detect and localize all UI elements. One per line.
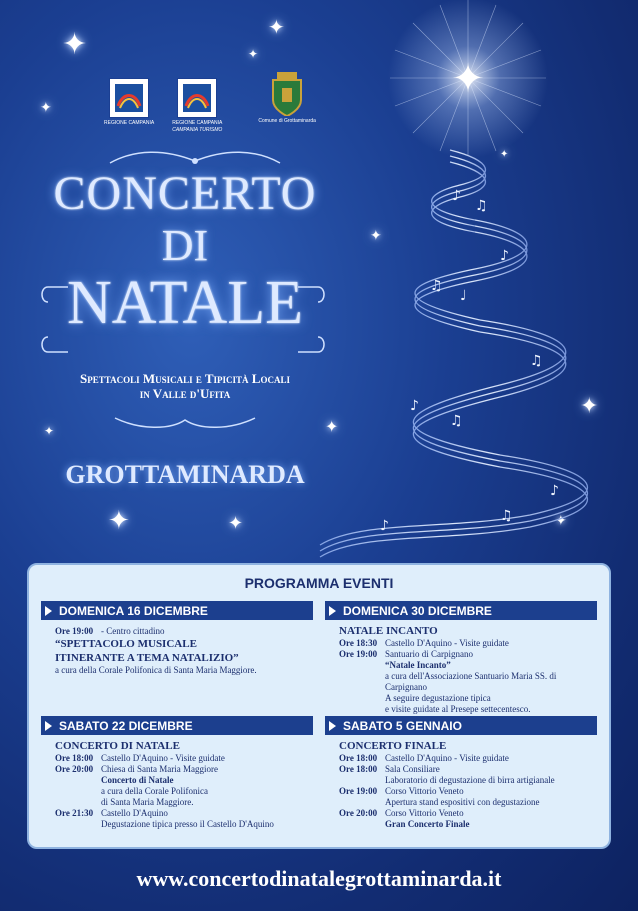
svg-text:♪: ♪ bbox=[550, 483, 559, 499]
star-icon: ✦ bbox=[62, 28, 88, 61]
event-day-3 bbox=[41, 716, 313, 830]
svg-text:♫: ♫ bbox=[500, 508, 513, 524]
event-time: Ore 19:00 bbox=[55, 626, 94, 636]
event-note: e visite guidate al Presepe settecentesco. bbox=[385, 704, 531, 714]
event-place: - Centro cittadino bbox=[101, 626, 165, 636]
star-icon: ✦ bbox=[500, 149, 509, 160]
event-title: CONCERTO FINALE bbox=[339, 740, 447, 752]
program-title: PROGRAMMA EVENTI bbox=[244, 575, 394, 591]
event-place: Corso Vittorio Veneto bbox=[385, 808, 464, 818]
event-place: Castello D'Aquino - Visite guidate bbox=[101, 753, 225, 763]
title-line1: CONCERTO bbox=[53, 167, 317, 220]
event-day-2 bbox=[325, 601, 597, 715]
event-title: “SPETTACOLO MUSICALE bbox=[55, 638, 197, 650]
star-icon: ✦ bbox=[108, 506, 130, 535]
event-place: Castello D'Aquino bbox=[101, 808, 168, 818]
svg-text:♪: ♪ bbox=[452, 188, 461, 204]
event-title: CONCERTO DI NATALE bbox=[55, 740, 180, 752]
event-place: Santuario di Carpignano bbox=[385, 649, 473, 659]
event-note: a cura della Corale Polifonica di Santa Maria Maggiore. bbox=[55, 665, 257, 675]
event-subtitle: “Natale Incanto” bbox=[385, 660, 451, 670]
star-icon: ✦ bbox=[555, 514, 567, 529]
event-note: di Santa Maria Maggiore. bbox=[101, 797, 194, 807]
comune-grottaminarda-crest bbox=[258, 72, 316, 124]
star-icon: ✦ bbox=[248, 47, 259, 61]
campania-turismo-logo bbox=[172, 78, 222, 133]
svg-text:♫: ♫ bbox=[430, 278, 443, 294]
star-icon: ✦ bbox=[370, 229, 382, 244]
svg-text:♫: ♫ bbox=[450, 413, 463, 429]
event-time: Ore 18:00 bbox=[339, 764, 378, 774]
website-link[interactable]: www.concertodinatalegrottaminarda.it bbox=[136, 866, 502, 891]
logo-caption: REGIONE CAMPANIA bbox=[172, 120, 223, 126]
event-place: Chiesa di Santa Maria Maggiore bbox=[101, 764, 218, 774]
svg-text:♪: ♪ bbox=[380, 518, 389, 534]
day-header: DOMENICA 16 DICEMBRE bbox=[41, 601, 313, 620]
ornament-frame bbox=[38, 282, 328, 357]
day-header: SABATO 5 GENNAIO bbox=[325, 716, 597, 735]
event-note: a cura della Corale Polifonica bbox=[101, 786, 208, 796]
sponsor-logos bbox=[104, 78, 316, 133]
day-header: DOMENICA 30 DICEMBRE bbox=[325, 601, 597, 620]
event-time: Ore 19:00 bbox=[339, 649, 378, 659]
title-line3: NATALE bbox=[66, 269, 304, 337]
star-icon: ✦ bbox=[44, 424, 55, 438]
star-icon: ✦ bbox=[268, 17, 285, 39]
event-place: Corso Vittorio Veneto bbox=[385, 786, 464, 796]
star-icon: ✦ bbox=[228, 513, 244, 533]
music-tree-illustration bbox=[300, 0, 638, 560]
event-day-1 bbox=[41, 601, 313, 676]
logo-caption: Comune di Grottaminarda bbox=[258, 118, 316, 124]
svg-text:✦: ✦ bbox=[451, 56, 485, 102]
event-day-4 bbox=[325, 716, 597, 830]
event-title: NATALE INCANTO bbox=[339, 625, 438, 637]
svg-text:♩: ♩ bbox=[460, 288, 467, 304]
star-icon: ✦ bbox=[325, 419, 339, 436]
logo-subcaption: CAMPANIA TURISMO bbox=[172, 127, 223, 133]
svg-text:♫: ♫ bbox=[475, 198, 488, 214]
event-place: Sala Consiliare bbox=[385, 764, 440, 774]
event-note: Apertura stand espositivi con degustazione bbox=[385, 797, 540, 807]
subtitle-line1: Spettacoli Musicali e Tipicità Locali bbox=[80, 371, 290, 386]
title-line2: DI bbox=[161, 221, 209, 270]
svg-text:♪: ♪ bbox=[410, 398, 419, 414]
event-place: Castello D'Aquino - Visite guidate bbox=[385, 638, 509, 648]
logo-caption: REGIONE CAMPANIA bbox=[104, 120, 155, 126]
program-panel bbox=[27, 563, 611, 849]
day-header: SABATO 22 DICEMBRE bbox=[41, 716, 313, 735]
event-time: Ore 19:00 bbox=[339, 786, 378, 796]
star-icon: ✦ bbox=[40, 101, 52, 116]
event-note: a cura dell'Associazione Santuario Maria SS. di Carpignano bbox=[385, 671, 557, 692]
event-time: Ore 18:30 bbox=[339, 638, 378, 648]
city-name: GROTTAMINARDA bbox=[65, 460, 305, 489]
event-time: Ore 18:00 bbox=[55, 753, 94, 763]
event-title: ITINERANTE A TEMA NATALIZIO” bbox=[55, 652, 239, 664]
event-time: Ore 20:00 bbox=[339, 808, 378, 818]
event-place: Castello D'Aquino - Visite guidate bbox=[385, 753, 509, 763]
event-note: A seguire degustazione tipica bbox=[385, 693, 491, 703]
event-note: Laboratorio di degustazione di birra artigianale bbox=[385, 775, 555, 785]
event-time: Ore 20:00 bbox=[55, 764, 94, 774]
event-subtitle: Concerto di Natale bbox=[101, 775, 174, 785]
svg-text:♪: ♪ bbox=[500, 248, 509, 264]
subtitle-line2: in Valle d'Ufita bbox=[139, 385, 231, 401]
event-subtitle: Gran Concerto Finale bbox=[385, 819, 470, 829]
regione-campania-logo bbox=[104, 78, 154, 126]
event-note: Degustazione tipica presso il Castello D'Aquino bbox=[101, 819, 274, 829]
event-time: Ore 21:30 bbox=[55, 808, 94, 818]
subtitle bbox=[40, 372, 330, 402]
ornament-bottom bbox=[110, 412, 260, 432]
star-icon: ✦ bbox=[580, 393, 599, 418]
svg-text:♫: ♫ bbox=[530, 353, 543, 369]
event-time: Ore 18:00 bbox=[339, 753, 378, 763]
